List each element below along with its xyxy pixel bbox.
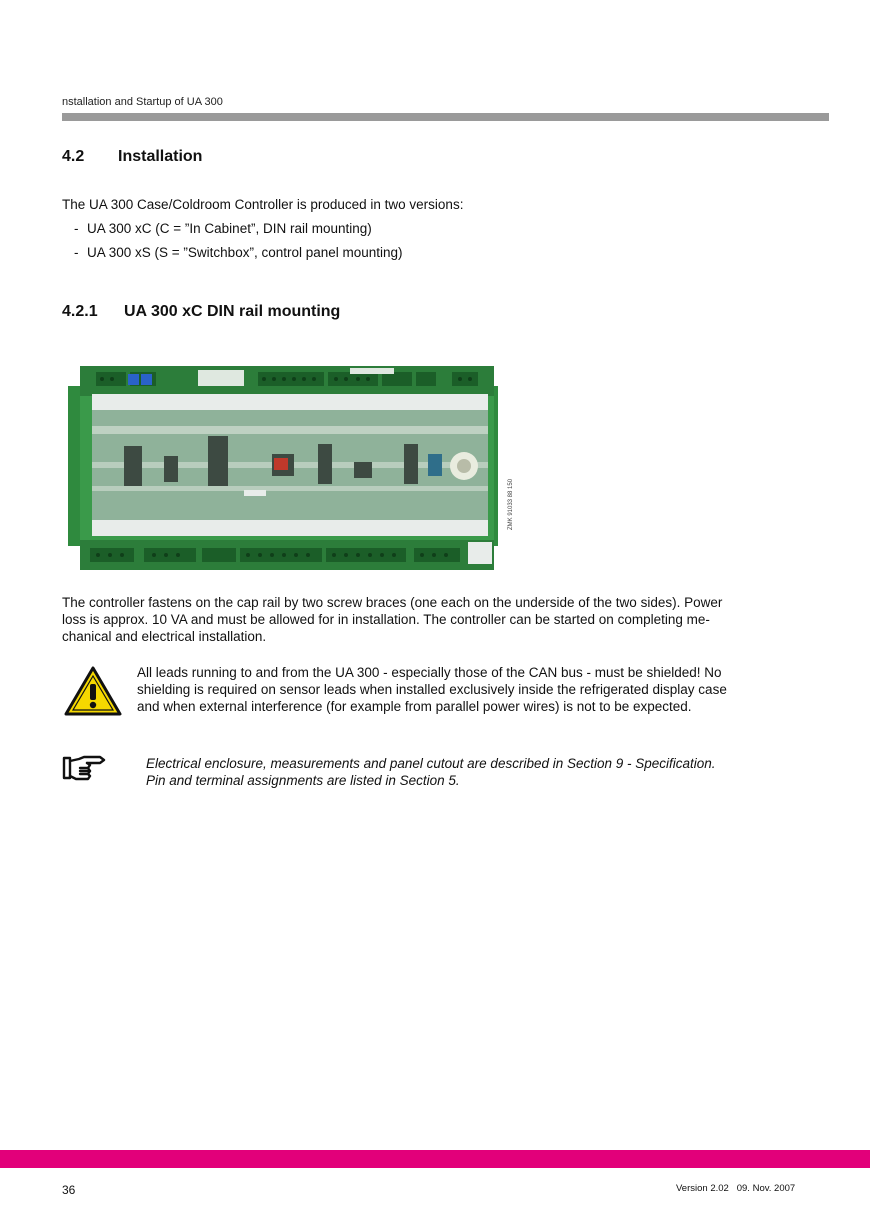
list-dash: - [74, 221, 79, 236]
text-line: loss is approx. 10 VA and must be allowed for in installation. The controller can be started on completing me- [62, 612, 710, 627]
list-dash: - [74, 245, 79, 260]
version-info: Version 2.02 09. Nov. 2007 [676, 1183, 796, 1194]
note-text [146, 755, 806, 789]
pointing-hand-icon [62, 755, 110, 781]
text-line: and when external interference (for example from parallel power wires) is not to be expected. [137, 699, 692, 714]
section-heading [62, 148, 202, 166]
text-line: chanical and electrical installation. [62, 629, 267, 644]
list-item-text: UA 300 xS (S = ”Switchbox”, control panel mounting) [87, 245, 403, 260]
page-number: 36 [62, 1183, 76, 1197]
header-rule [62, 113, 829, 121]
section-title: Installation [118, 148, 203, 165]
intro-text: The UA 300 Case/Coldroom Controller is produced in two versions: [62, 197, 464, 212]
text-line: Electrical enclosure, measurements and panel cutout are described in Section 9 - Specification. [146, 756, 716, 771]
subsection-heading [62, 303, 340, 321]
warning-triangle-icon [64, 666, 122, 716]
section-number: 4.2 [62, 148, 85, 165]
figure-id: ZMK 91033 88 150 [508, 478, 514, 530]
footer-band [0, 1150, 870, 1168]
controller-photo [68, 366, 498, 570]
subsection-title: UA 300 xC DIN rail mounting [124, 303, 341, 320]
text-line: All leads running to and from the UA 300 - especially those of the CAN bus - must be shielded! No [137, 665, 722, 680]
text-line: The controller fastens on the cap rail by two screw braces (one each on the underside of the two sides). Power [62, 595, 723, 610]
list-item-text: UA 300 xC (C = ”In Cabinet”, DIN rail mounting) [87, 221, 372, 236]
subsection-number: 4.2.1 [62, 303, 98, 320]
running-header: nstallation and Startup of UA 300 [62, 96, 223, 108]
list-item [74, 221, 372, 236]
warning-text [137, 664, 797, 715]
text-line: shielding is required on sensor leads when installed exclusively inside the refrigerated display case [137, 682, 727, 697]
body-paragraph [62, 594, 782, 645]
text-line: Pin and terminal assignments are listed in Section 5. [146, 773, 460, 788]
list-item [74, 245, 403, 260]
